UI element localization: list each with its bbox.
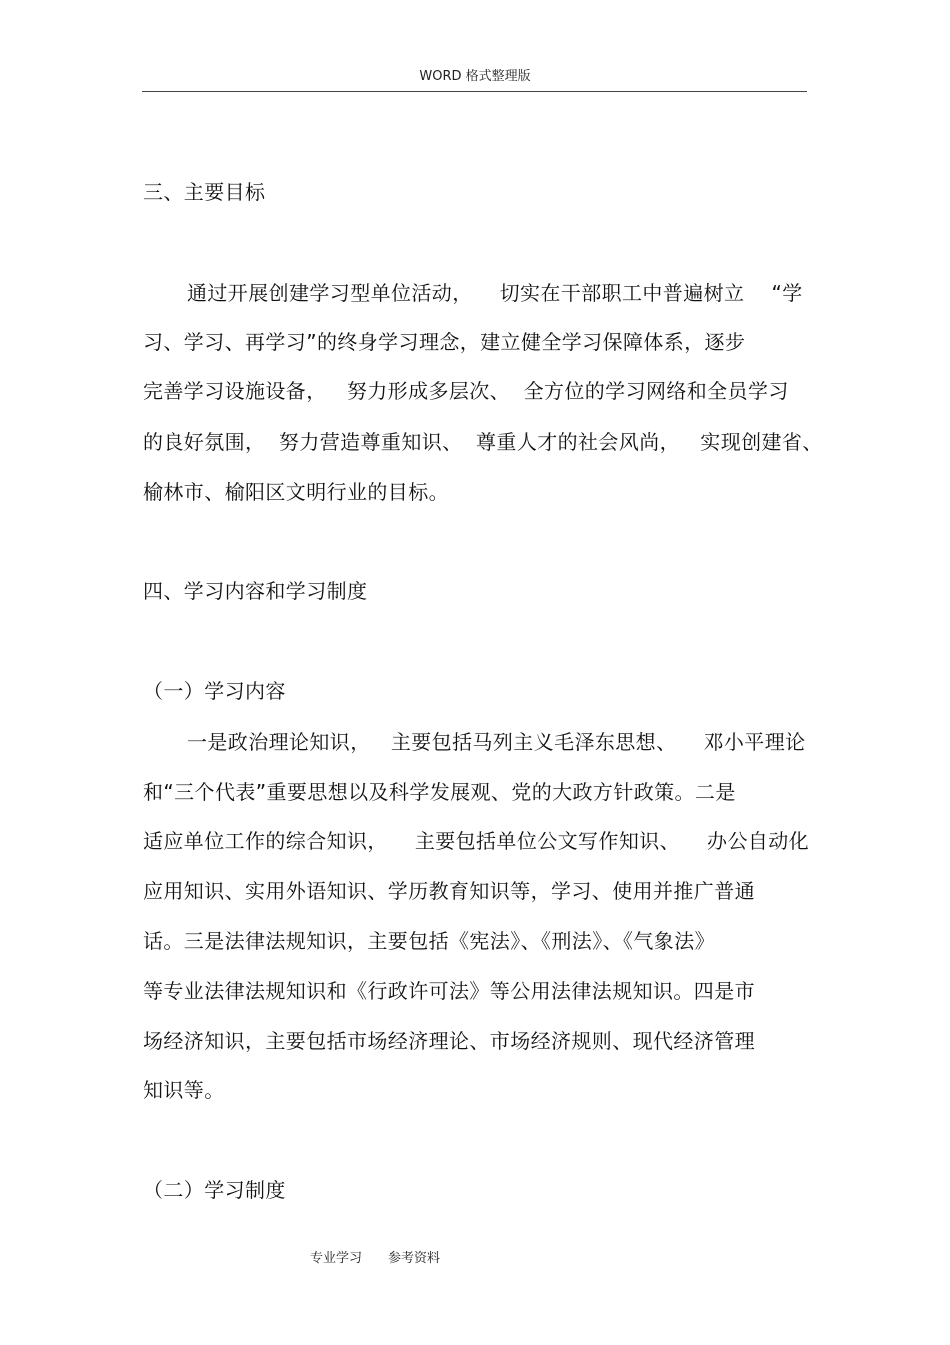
section-3-line-4: 的良好氛围， 努力营造尊重知识、 尊重人才的社会风尚， 实现创建省、 [143, 430, 823, 454]
footer-right-text: 参考资料 [388, 1251, 441, 1266]
subsection-1-line-8: 知识等。 [143, 1078, 225, 1102]
section-4-heading: 四、学习内容和学习制度 [143, 579, 368, 603]
subsection-1-line-4: 应用知识、实用外语知识、学历教育知识等，学习、使用并推广普通 [143, 879, 755, 903]
subsection-1-line-7: 场经济知识，主要包括市场经济理论、市场经济规则、现代经济管理 [143, 1029, 755, 1053]
section-3-line-5: 榆林市、榆阳区文明行业的目标。 [143, 480, 449, 504]
subsection-1-heading: （一）学习内容 [143, 679, 286, 703]
section-3-line-1: 通过开展创建学习型单位活动， 切实在干部职工中普遍树立 “学 [187, 281, 803, 305]
section-3-line-3: 完善学习设施设备， 努力形成多层次、 全方位的学习网络和全员学习 [143, 379, 789, 403]
footer-left-text: 专业学习 [310, 1251, 363, 1266]
subsection-1-line-5: 话。三是法律法规知识，主要包括《宪法》、《刑法》、《气象法》 [143, 929, 715, 953]
header-divider [142, 91, 807, 92]
subsection-1-line-2: 和“三个代表”重要思想以及科学发展观、党的大政方针政策。二是 [143, 780, 736, 804]
subsection-2-heading: （二）学习制度 [143, 1178, 286, 1202]
subsection-1-line-3: 适应单位工作的综合知识， 主要包括单位公文写作知识、 办公自动化 [143, 829, 810, 853]
section-3-line-2: 习、学习、再学习”的终身学习理念，建立健全学习保障体系，逐步 [143, 330, 746, 354]
section-3-heading: 三、主要目标 [143, 180, 266, 204]
subsection-1-line-6: 等专业法律法规知识和《行政许可法》等公用法律法规知识。四是市 [143, 979, 755, 1003]
page-header: WORD 格式整理版 [419, 69, 531, 84]
subsection-1-line-1: 一是政治理论知识， 主要包括马列主义毛泽东思想、 邓小平理论 [187, 730, 806, 754]
